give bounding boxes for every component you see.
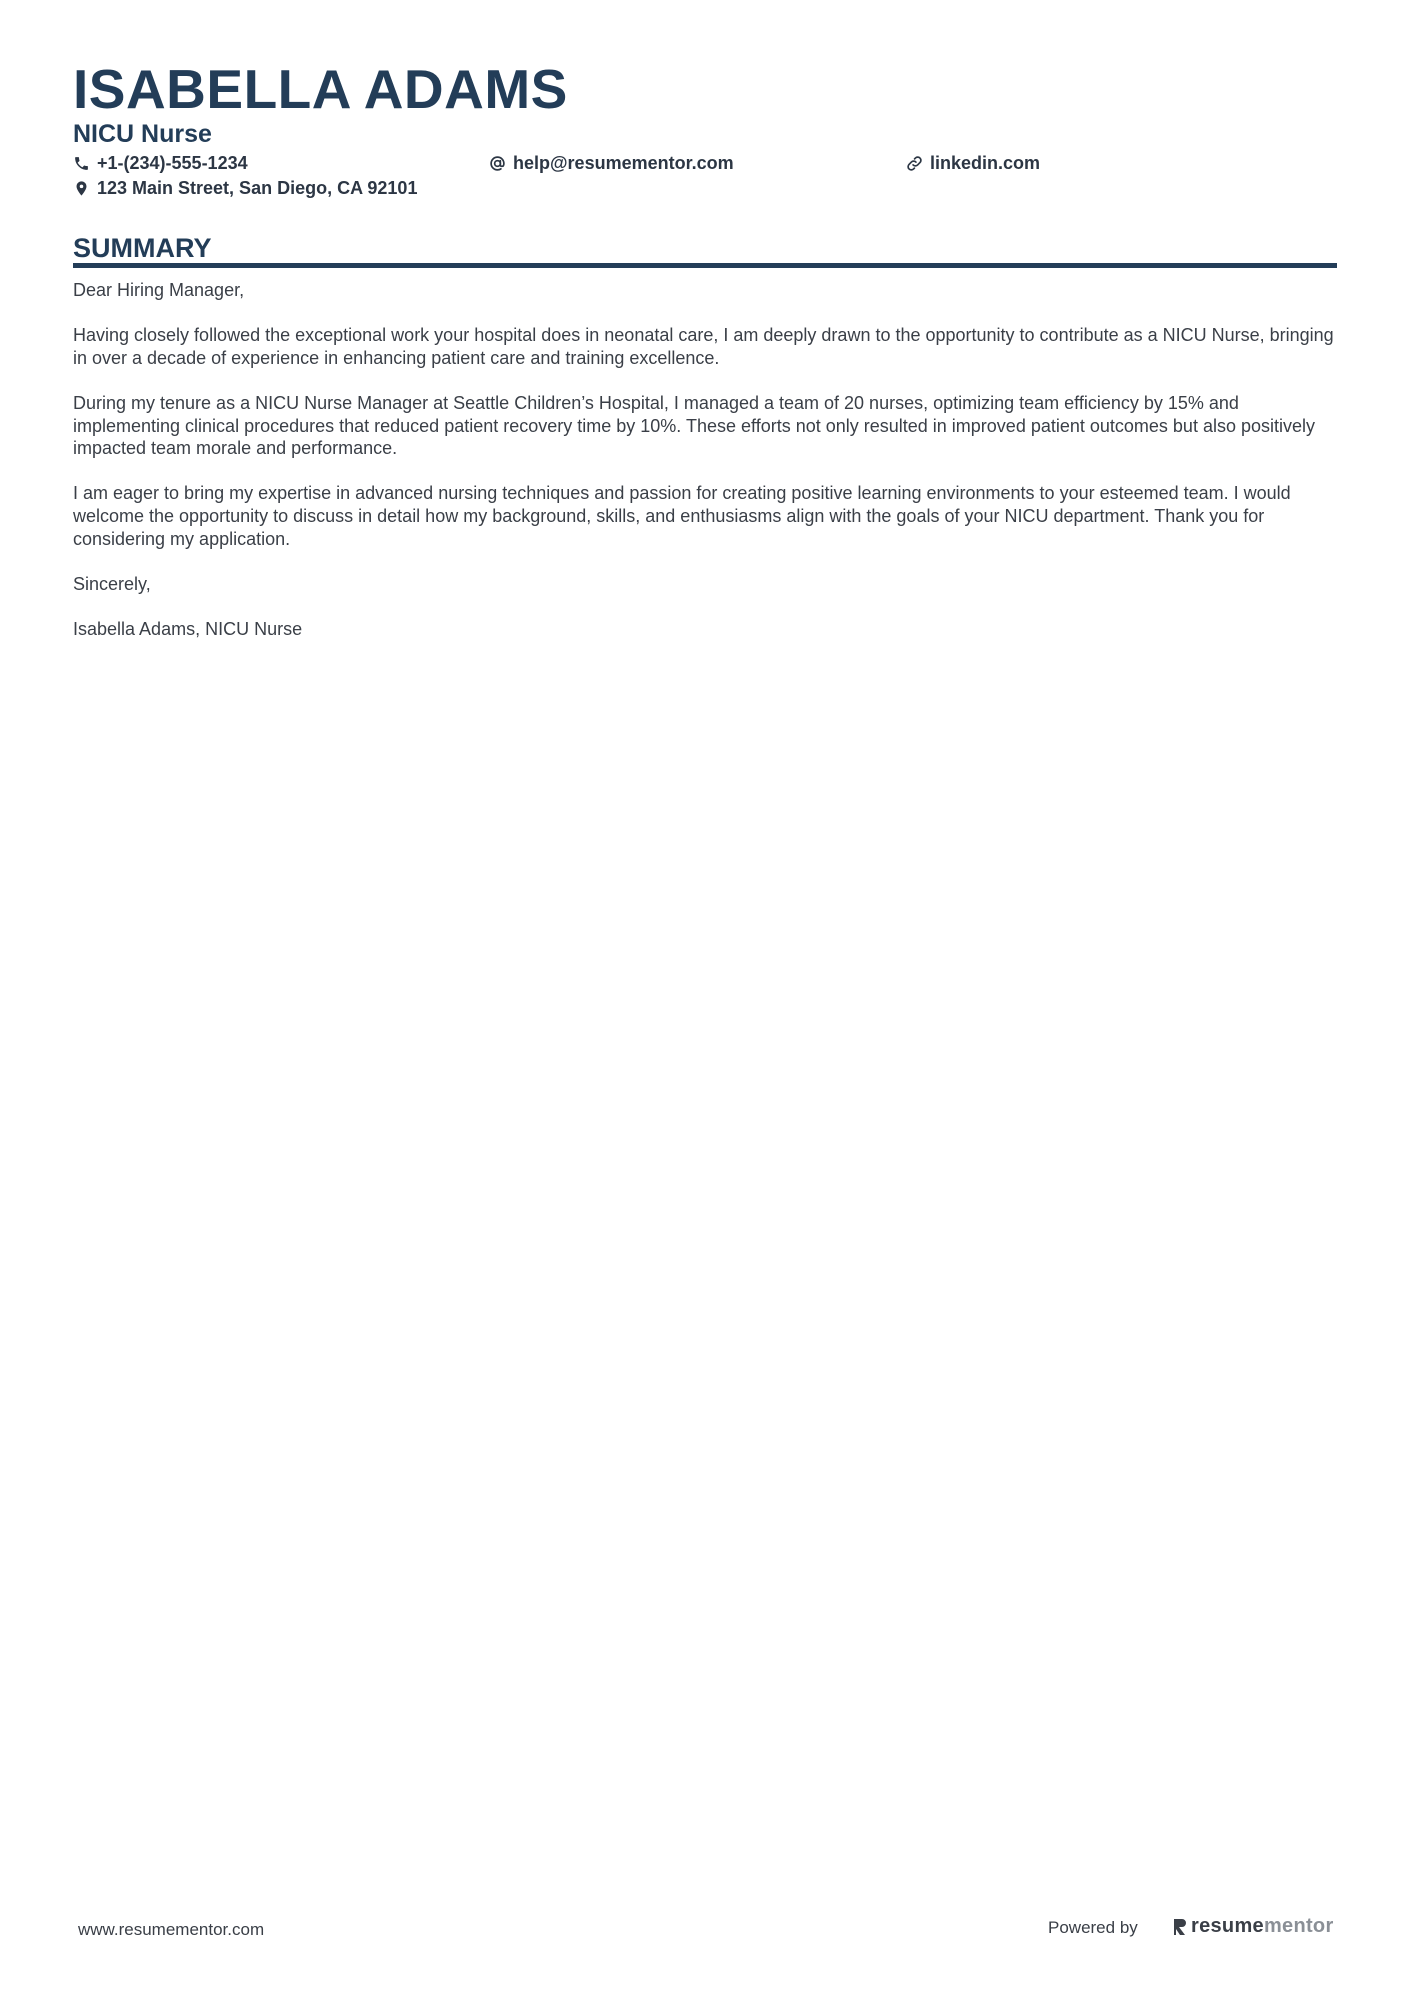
letter-paragraph: Having closely followed the exceptional work your hospital does in neonatal care, I am deeply drawn to the opportunity to contribute as a NICU Nurse, bringing in over a decade of experience in enhancing patient care and training excellence. bbox=[73, 325, 1334, 368]
address-text: 123 Main Street, San Diego, CA 92101 bbox=[97, 178, 418, 198]
footer-powered-by: Powered by bbox=[1048, 1918, 1138, 1937]
phone-icon bbox=[73, 155, 90, 172]
contact-phone bbox=[73, 152, 248, 174]
phone-text: +1-(234)-555-1234 bbox=[97, 153, 248, 173]
letter-paragraph: I am eager to bring my expertise in advanced nursing techniques and passion for creating positive learning environments to your esteemed team. I would welcome the opportunity to discuss in detail how my background, skills, and enthusiasms align with the goals of your NICU department. Thank you for considering my application. bbox=[73, 483, 1291, 549]
at-icon bbox=[489, 155, 506, 172]
letter-paragraph: During my tenure as a NICU Nurse Manager at Seattle Children’s Hospital, I managed a team of 20 nurses, optimizing team efficiency by 15% and implementing clinical procedures that reduced patient recovery time by 10%. These efforts not only resulted in improved patient outcomes but also positively impacted team morale and performance. bbox=[73, 392, 1315, 459]
logo-text-resume: resume bbox=[1191, 1915, 1264, 1937]
contact-address bbox=[73, 177, 417, 199]
logo-mark-icon bbox=[1172, 1917, 1188, 1937]
logo-text-mentor: mentor bbox=[1263, 1915, 1334, 1937]
signature: Isabella Adams, NICU Nurse bbox=[73, 618, 303, 639]
footer-website[interactable]: www.resumementor.com bbox=[78, 1920, 265, 1939]
contact-linkedin bbox=[906, 152, 1040, 174]
resumementor-logo[interactable] bbox=[1172, 1915, 1334, 1938]
linkedin-text[interactable]: linkedin.com bbox=[930, 153, 1041, 173]
contact-email bbox=[489, 152, 734, 174]
summary-heading: SUMMARY bbox=[73, 233, 212, 263]
applicant-name: ISABELLA ADAMS bbox=[73, 58, 568, 120]
link-icon bbox=[906, 155, 923, 172]
letter-body bbox=[73, 279, 1337, 663]
section-divider bbox=[73, 263, 1337, 268]
email-text[interactable]: help@resumementor.com bbox=[513, 153, 734, 173]
job-title: NICU Nurse bbox=[73, 120, 212, 148]
map-pin-icon bbox=[73, 180, 90, 197]
greeting: Dear Hiring Manager, bbox=[73, 280, 245, 300]
closing: Sincerely, bbox=[73, 573, 151, 594]
